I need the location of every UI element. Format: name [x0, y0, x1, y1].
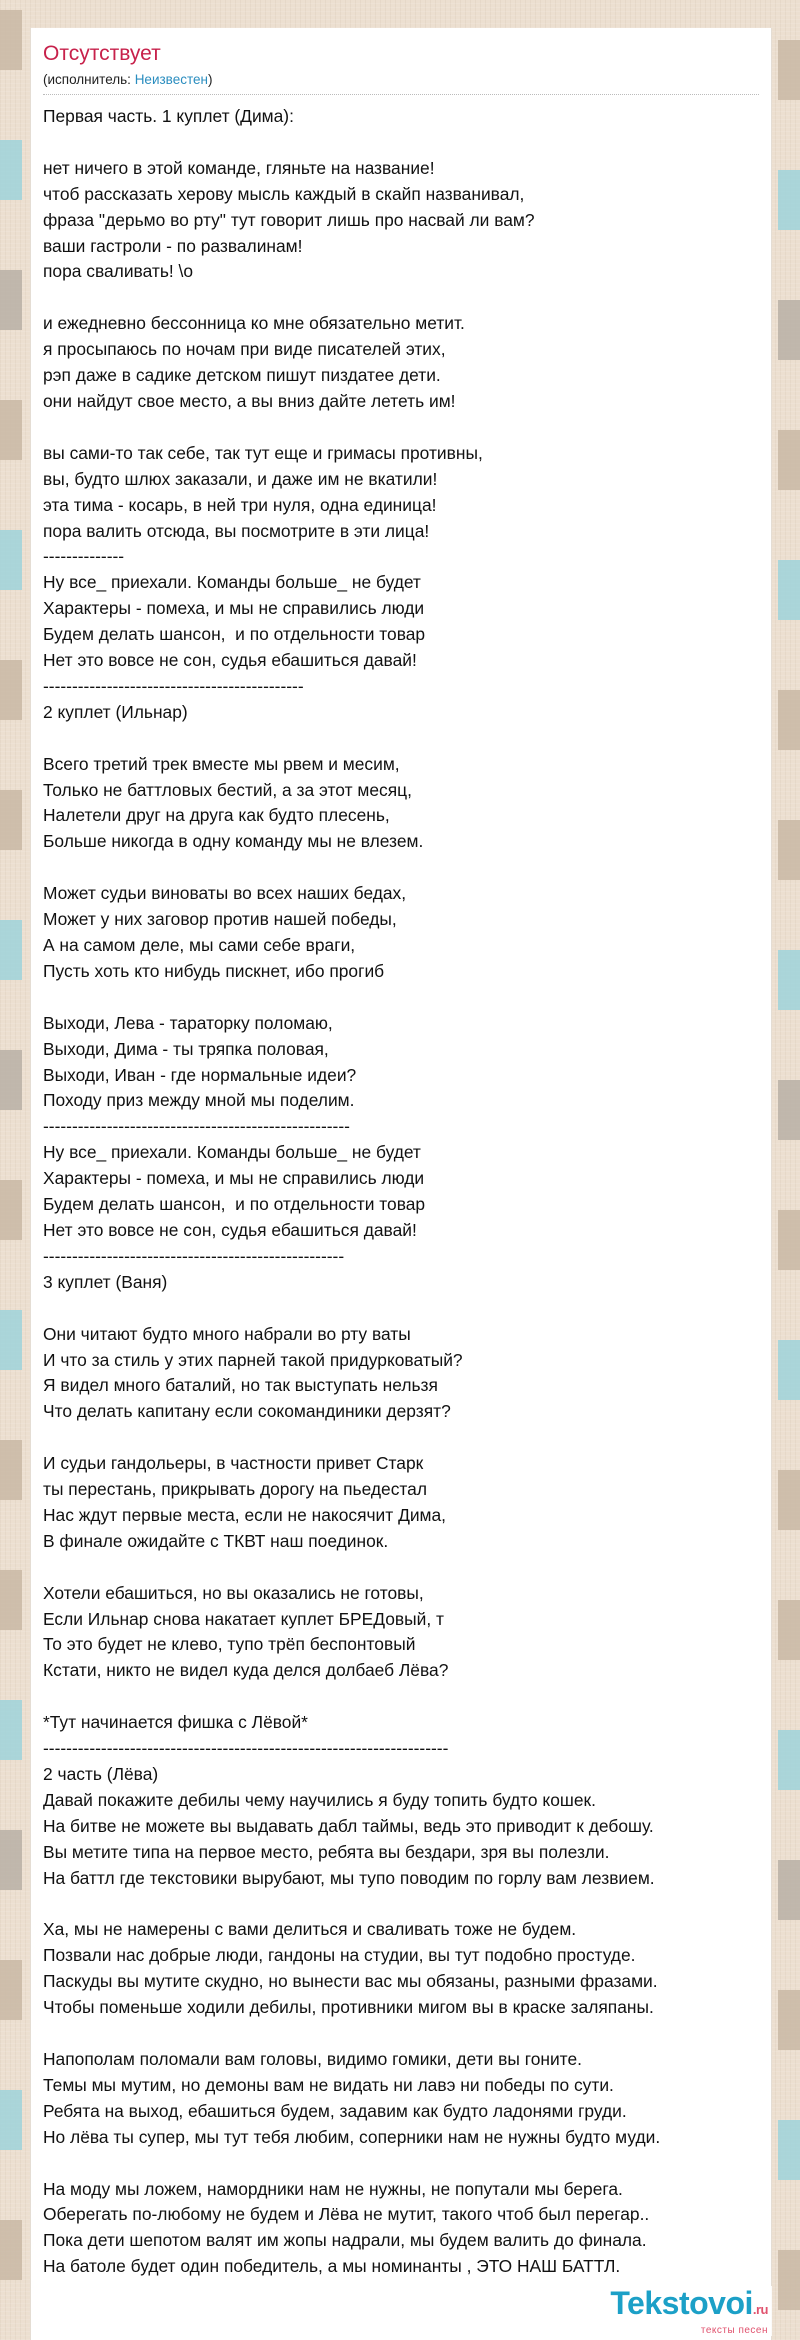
lyric-line: На битве не можете вы выдавать дабл таймы, ведь это приводит к дебошу. — [43, 1815, 654, 1836]
stripe-band — [778, 2250, 800, 2310]
lyric-line: вы сами-то так себе, так тут еще и гримасы противны, — [43, 442, 483, 463]
lyric-line: Налетели друг на друга как будто плесень, — [43, 805, 390, 826]
artist-suffix: ) — [207, 72, 213, 87]
lyric-line: Только не баттловых бестий, а за этот месяц, — [43, 779, 412, 800]
lyric-line: И что за стиль у этих парней такой придурковатый? — [43, 1349, 463, 1370]
title-divider — [43, 94, 759, 95]
lyric-line: Хотели ебашиться, но вы оказались не готовы, — [43, 1582, 424, 1603]
lyric-line: фраза "дерьмо во рту" тут говорит лишь про насвай ли вам? — [43, 209, 535, 230]
lyric-line: На моду мы ложем, намордники нам не нужны, не попутали мы берега. — [43, 2178, 623, 2199]
site-logo[interactable] — [606, 2286, 772, 2336]
lyric-line: Выходи, Иван - где нормальные идеи? — [43, 1064, 357, 1085]
stripe-band — [778, 40, 800, 100]
lyric-line: эта тима - косарь, в ней три нуля, одна единица! — [43, 494, 437, 515]
stripe-band — [778, 820, 800, 880]
stripe-band — [0, 2220, 22, 2280]
lyric-line: Нет это вовсе не сон, судья ебашиться давай! — [43, 650, 417, 671]
lyric-line: пора валить отсюда, вы посмотрите в эти лица! — [43, 520, 430, 541]
stripe-band — [0, 1440, 22, 1500]
lyric-line: Нет это вовсе не сон, судья ебашиться давай! — [43, 1219, 417, 1240]
stripe-band — [0, 140, 22, 200]
lyric-line: Больше никогда в одну команду мы не влезем. — [43, 831, 424, 852]
lyric-line: Пока дети шепотом валят им жопы надрали, мы будем валить до финала. — [43, 2230, 647, 2251]
lyric-line: -------------- — [43, 546, 125, 567]
lyric-line: они найдут свое место, а вы вниз дайте лететь им! — [43, 390, 456, 411]
stripe-band — [0, 1050, 22, 1110]
song-title: Отсутствует — [43, 42, 161, 65]
lyric-line: Оберегать по-любому не будем и Лёва не мутит, такого чтоб был перегар.. — [43, 2204, 650, 2225]
artist-link[interactable]: Неизвестен — [134, 72, 208, 87]
lyric-line: нет ничего в этой команде, гляньте на название! — [43, 157, 435, 178]
logo-tagline: тексты песен — [700, 2325, 768, 2336]
stripe-band — [778, 1080, 800, 1140]
lyric-line: ты перестань, прикрывать дорогу на пьедестал — [43, 1479, 427, 1500]
stripe-band — [778, 1990, 800, 2050]
stripe-band — [778, 430, 800, 490]
lyric-line: Ребята на выход, ебашиться будем, задавим как будто ладонями груди. — [43, 2100, 627, 2121]
stripe-band — [778, 1210, 800, 1270]
stripe-band — [778, 1600, 800, 1660]
stripe-band — [0, 1570, 22, 1630]
stripe-band — [0, 1830, 22, 1890]
lyrics-panel — [30, 28, 772, 2340]
logo-wordmark — [610, 2286, 768, 2327]
lyric-line: Всего третий трек вместе мы рвем и месим, — [43, 753, 400, 774]
lyric-line: Чтобы поменьше ходили дебилы, противники мигом вы в краске заляпаны. — [43, 1997, 654, 2018]
stripe-band — [778, 2120, 800, 2180]
lyric-line: На батоле будет один победитель, а мы номинанты , ЭТО НАШ БАТТЛ. — [43, 2256, 621, 2277]
lyric-line: Может у них заговор против нашей победы, — [43, 909, 397, 930]
stripe-band — [778, 1340, 800, 1400]
lyric-line: Характеры - помеха, и мы не справились люди — [43, 598, 425, 619]
lyric-line: Ну все_ приехали. Команды больше_ не будет — [43, 1142, 421, 1163]
stripe-band — [778, 1730, 800, 1790]
lyric-line: Вы метите типа на первое место, ребята вы бездари, зря вы полезли. — [43, 1841, 610, 1862]
logo-name: Tekstovoi — [610, 2285, 753, 2321]
lyric-line: --------------------------------------------- — [43, 675, 304, 696]
lyric-line: и ежедневно бессонница ко мне обязательно метит. — [43, 313, 465, 334]
artist-prefix: (исполнитель: — [43, 72, 135, 87]
lyric-line: Выходи, Лева - тараторку поломаю, — [43, 1012, 333, 1033]
stripe-band — [0, 1700, 22, 1760]
stripe-band — [778, 300, 800, 360]
stripe-band — [0, 10, 22, 70]
lyric-line: А на самом деле, мы сами себе враги, — [43, 935, 356, 955]
lyric-line: Пусть хоть кто нибудь пискнет, ибо прогиб — [43, 960, 385, 981]
stripe-band — [0, 1310, 22, 1370]
lyric-line: Давай покажите дебилы чему научились я буду топить будто кошек. — [43, 1789, 596, 1810]
lyric-line: 2 часть (Лёва) — [43, 1764, 159, 1784]
lyric-line: Напополам поломали вам головы, видимо гомики, дети вы гоните. — [43, 2048, 582, 2069]
right-decorative-stripes — [778, 0, 800, 2340]
lyric-line: Позвали нас добрые люди, гандоны на студии, вы тут подобно простуде. — [43, 1945, 636, 1966]
stripe-band — [0, 660, 22, 720]
lyric-line: На баттл где текстовики вырубают, мы тупо поводим по горлу вам лезвием. — [43, 1867, 655, 1888]
stripe-band — [0, 270, 22, 330]
lyric-line: Ну все_ приехали. Команды больше_ не будет — [43, 572, 421, 593]
lyric-line: 3 куплет (Ваня) — [43, 1271, 168, 1292]
lyric-line: Будем делать шансон, и по отдельности товар — [43, 1194, 426, 1215]
lyric-line: я просыпаюсь по ночам при виде писателей этих, — [43, 339, 446, 360]
stripe-band — [778, 560, 800, 620]
lyric-line: Темы мы мутим, но демоны вам не видать ни лавэ ни победы по сути. — [43, 2074, 614, 2095]
lyric-line: Паскуды вы мутите скудно, но вынести вас мы обязаны, разными фразами. — [43, 1971, 658, 1992]
lyric-line: То это будет не клево, тупо трёп беспонтовый — [43, 1634, 416, 1655]
lyric-line: ваши гастроли - по развалинам! — [43, 235, 303, 256]
lyric-line: В финале ожидайте с ТКВТ наш поединок. — [43, 1530, 389, 1551]
lyric-line: рэп даже в садике детском пишут пиздатее дети. — [43, 365, 441, 386]
lyric-line: Ха, мы не намерены с вами делиться и сваливать тоже не будем. — [43, 1919, 577, 1940]
stripe-band — [0, 1180, 22, 1240]
lyric-line: Будем делать шансон, и по отдельности товар — [43, 624, 426, 645]
lyric-line: Походу приз между мной мы поделим. — [43, 1090, 355, 1111]
logo-tld: .ru — [752, 2302, 768, 2317]
lyric-line: 2 куплет (Ильнар) — [43, 701, 188, 722]
stripe-band — [0, 920, 22, 980]
lyric-line: Нас ждут первые места, если не накосячит Дима, — [43, 1504, 447, 1525]
stripe-band — [778, 1470, 800, 1530]
lyric-line: Я видел много баталий, но так выступать нельзя — [43, 1375, 438, 1396]
stripe-band — [0, 1960, 22, 2020]
stripe-band — [0, 530, 22, 590]
lyric-line: Может судьи виноваты во всех наших бедах, — [43, 883, 407, 904]
lyric-line: Характеры - помеха, и мы не справились люди — [43, 1168, 425, 1189]
lyric-line: И судьи гандольеры, в частности привет Старк — [43, 1453, 424, 1474]
lyric-line: *Тут начинается фишка с Лёвой* — [43, 1712, 308, 1733]
lyric-line: ----------------------------------------------------- — [43, 1116, 350, 1137]
stripe-band — [0, 400, 22, 460]
lyric-line: пора сваливать! \о — [43, 261, 194, 282]
lyric-line: ---------------------------------------------------- — [43, 1245, 345, 1266]
lyric-line: Они читают будто много набрали во рту ваты — [43, 1323, 411, 1344]
lyric-line: Но лёва ты супер, мы тут тебя любим, соперники нам не нужны будто муди. — [43, 2126, 661, 2147]
stripe-band — [778, 690, 800, 750]
stripe-band — [778, 1860, 800, 1920]
stripe-band — [778, 170, 800, 230]
stripe-band — [778, 950, 800, 1010]
lyrics-text — [43, 104, 771, 2280]
lyric-line: Если Ильнар снова накатает куплет БРЕДовый, т — [43, 1608, 444, 1629]
lyric-line: вы, будто шлюх заказали, и даже им не вкатили! — [43, 468, 438, 489]
lyric-line: ---------------------------------------------------------------------- — [43, 1738, 449, 1759]
stripe-band — [0, 790, 22, 850]
lyric-line: Первая часть. 1 куплет (Дима): — [43, 106, 294, 126]
lyric-line: Кстати, никто не видел куда делся долбаеб Лёва? — [43, 1660, 449, 1681]
left-decorative-stripes — [0, 0, 22, 2340]
lyric-line: чтоб рассказать херову мысль каждый в скайп названивал, — [43, 183, 525, 204]
lyric-line: Выходи, Дима - ты тряпка половая, — [43, 1038, 329, 1059]
artist-line — [43, 72, 212, 87]
lyric-line: Что делать капитану если сокомандиники дерзят? — [43, 1401, 451, 1422]
stripe-band — [0, 2090, 22, 2150]
